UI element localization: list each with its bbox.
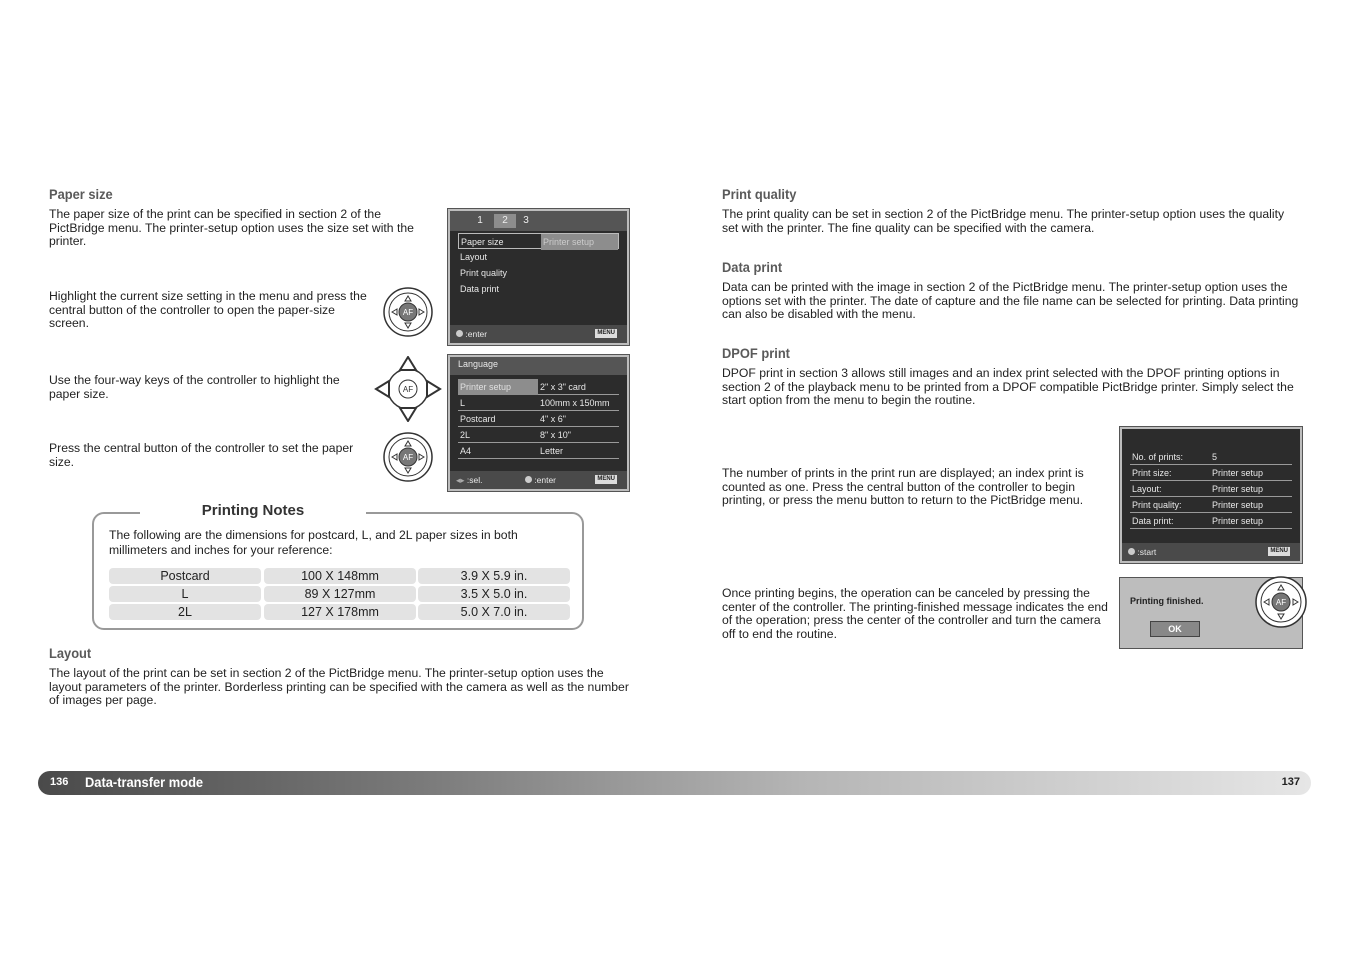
controller-four-way-icon <box>374 356 442 422</box>
dpof-print-heading: DPOF print <box>722 345 790 361</box>
table-cell: 5.0 X 7.0 in. <box>418 604 570 620</box>
layout-heading: Layout <box>49 645 92 661</box>
menu-row: Print quality <box>460 268 508 278</box>
menu-row: Paper size Printer setup <box>458 233 619 249</box>
print-quality-heading: Print quality <box>722 186 797 202</box>
paper-row: Printer setup 2" x 3" card <box>458 379 619 395</box>
table-cell: Postcard <box>109 568 261 584</box>
menu-row: Data print <box>460 284 500 294</box>
dpof-step1: The number of prints in the print run are displayed; an index print is counted as one. Press the central button of the controller to begin printing, or press the menu button to return to the PictBridge menu. <box>722 466 1084 508</box>
printing-notes-text: The following are the dimensions for postcard, L, and 2L paper sizes in both millimeters and inches for your reference: <box>109 528 518 557</box>
footer-bar <box>38 771 1311 795</box>
print-quality-text: The print quality can be set in section 2 of the PictBridge menu. The printer-setup option uses the quality set with the printer. The fine quality can be specified with the camera. <box>722 207 1285 235</box>
layout-text: The layout of the print can be set in section 2 of the PictBridge menu. The printer-setup option uses the layout parameters of the printer. Borderless printing can be specified with the camera as well as the number of images per page. <box>49 666 629 708</box>
summary-row: Print size: Printer setup <box>1130 465 1292 481</box>
dpof-step2: Once printing begins, the operation can be canceled by pressing the center of the controller. The printing-finished message indicates the end of the operation; press the center of the controller and turn the camera off to end the routine. <box>722 586 1108 641</box>
data-print-heading: Data print <box>722 259 783 275</box>
data-print-text: Data can be printed with the image in section 2 of the PictBridge menu. The printer-setup option uses the options set with the printer. The date of capture and the file name can be selected for printing. Data printing can also be disabled with the menu. <box>722 280 1299 322</box>
dpof-summary-screen <box>1120 427 1302 563</box>
center-button-icon <box>1128 548 1135 555</box>
printing-finished-message: Printing finished. <box>1130 596 1204 606</box>
page-number-left: 136 <box>50 776 69 788</box>
paper-row: 2L 8" x 10" <box>458 427 619 443</box>
tab-2: 2 <box>494 214 516 228</box>
ok-button[interactable]: OK <box>1150 621 1200 637</box>
table-cell: 89 X 127mm <box>264 586 416 602</box>
table-cell: 3.9 X 5.9 in. <box>418 568 570 584</box>
tab-3: 3 <box>523 215 529 226</box>
menu-button-icon: MENU <box>597 330 615 336</box>
menu-row: Layout <box>460 252 488 262</box>
tab-1: 1 <box>477 215 483 226</box>
summary-row: No. of prints: 5 <box>1130 449 1292 465</box>
pictbridge-menu-screen <box>448 209 629 345</box>
paper-row: A4 Letter <box>458 443 619 459</box>
printing-notes-title: Printing Notes <box>140 502 366 519</box>
paper-row: Postcard 4" x 6" <box>458 411 619 427</box>
section-title: Data-transfer mode <box>85 774 204 790</box>
table-cell: 100 X 148mm <box>264 568 416 584</box>
paper-size-heading: Paper size <box>49 186 113 202</box>
paper-size-step2: Use the four-way keys of the controller to highlight the paper size. <box>49 373 340 401</box>
svg-text:AF: AF <box>402 308 414 317</box>
screen-footer: :start MENU <box>1122 543 1300 561</box>
summary-row: Data print: Printer setup <box>1130 513 1292 529</box>
table-cell: 3.5 X 5.0 in. <box>418 586 570 602</box>
center-button-icon <box>456 330 463 337</box>
svg-text:AF: AF <box>402 453 414 462</box>
paper-size-step1: Highlight the current size setting in the menu and press the central button of the controller to open the paper-size screen. <box>49 289 367 331</box>
table-cell: L <box>109 586 261 602</box>
summary-row: Print quality: Printer setup <box>1130 497 1292 513</box>
table-cell: 2L <box>109 604 261 620</box>
menu-button-icon: MENU <box>597 476 615 482</box>
svg-text:AF: AF <box>1275 598 1287 607</box>
four-way-keys-icon: ◂▸ <box>456 475 465 485</box>
screen-title: Language <box>458 359 499 369</box>
paper-size-step3: Press the central button of the controller to set the paper size. <box>49 441 354 469</box>
controller-center-icon <box>382 286 434 338</box>
table-cell: 127 X 178mm <box>264 604 416 620</box>
dpof-print-text: DPOF print in section 3 allows still images and an index print selected with the DPOF printing options in section 2 of the playback menu to be printed from a DPOF compatible PictBridge printer. Simply select the start option from the menu to begin the routine. <box>722 366 1294 408</box>
paper-size-screen <box>448 355 629 491</box>
screen-footer: :enter MENU <box>450 325 627 343</box>
paper-size-intro: The paper size of the print can be specified in section 2 of the PictBridge menu. The printer-setup option uses the size set with the printer. <box>49 207 414 249</box>
menu-button-icon: MENU <box>1270 548 1288 554</box>
svg-text:AF: AF <box>402 385 414 394</box>
page-number-right: 137 <box>1281 776 1300 788</box>
summary-row: Layout: Printer setup <box>1130 481 1292 497</box>
screen-footer: ◂▸ :sel. :enter MENU <box>450 471 627 489</box>
center-button-icon <box>525 476 532 483</box>
controller-center-icon <box>1254 575 1308 629</box>
paper-row: L 100mm x 150mm <box>458 395 619 411</box>
controller-center-icon <box>382 431 434 483</box>
